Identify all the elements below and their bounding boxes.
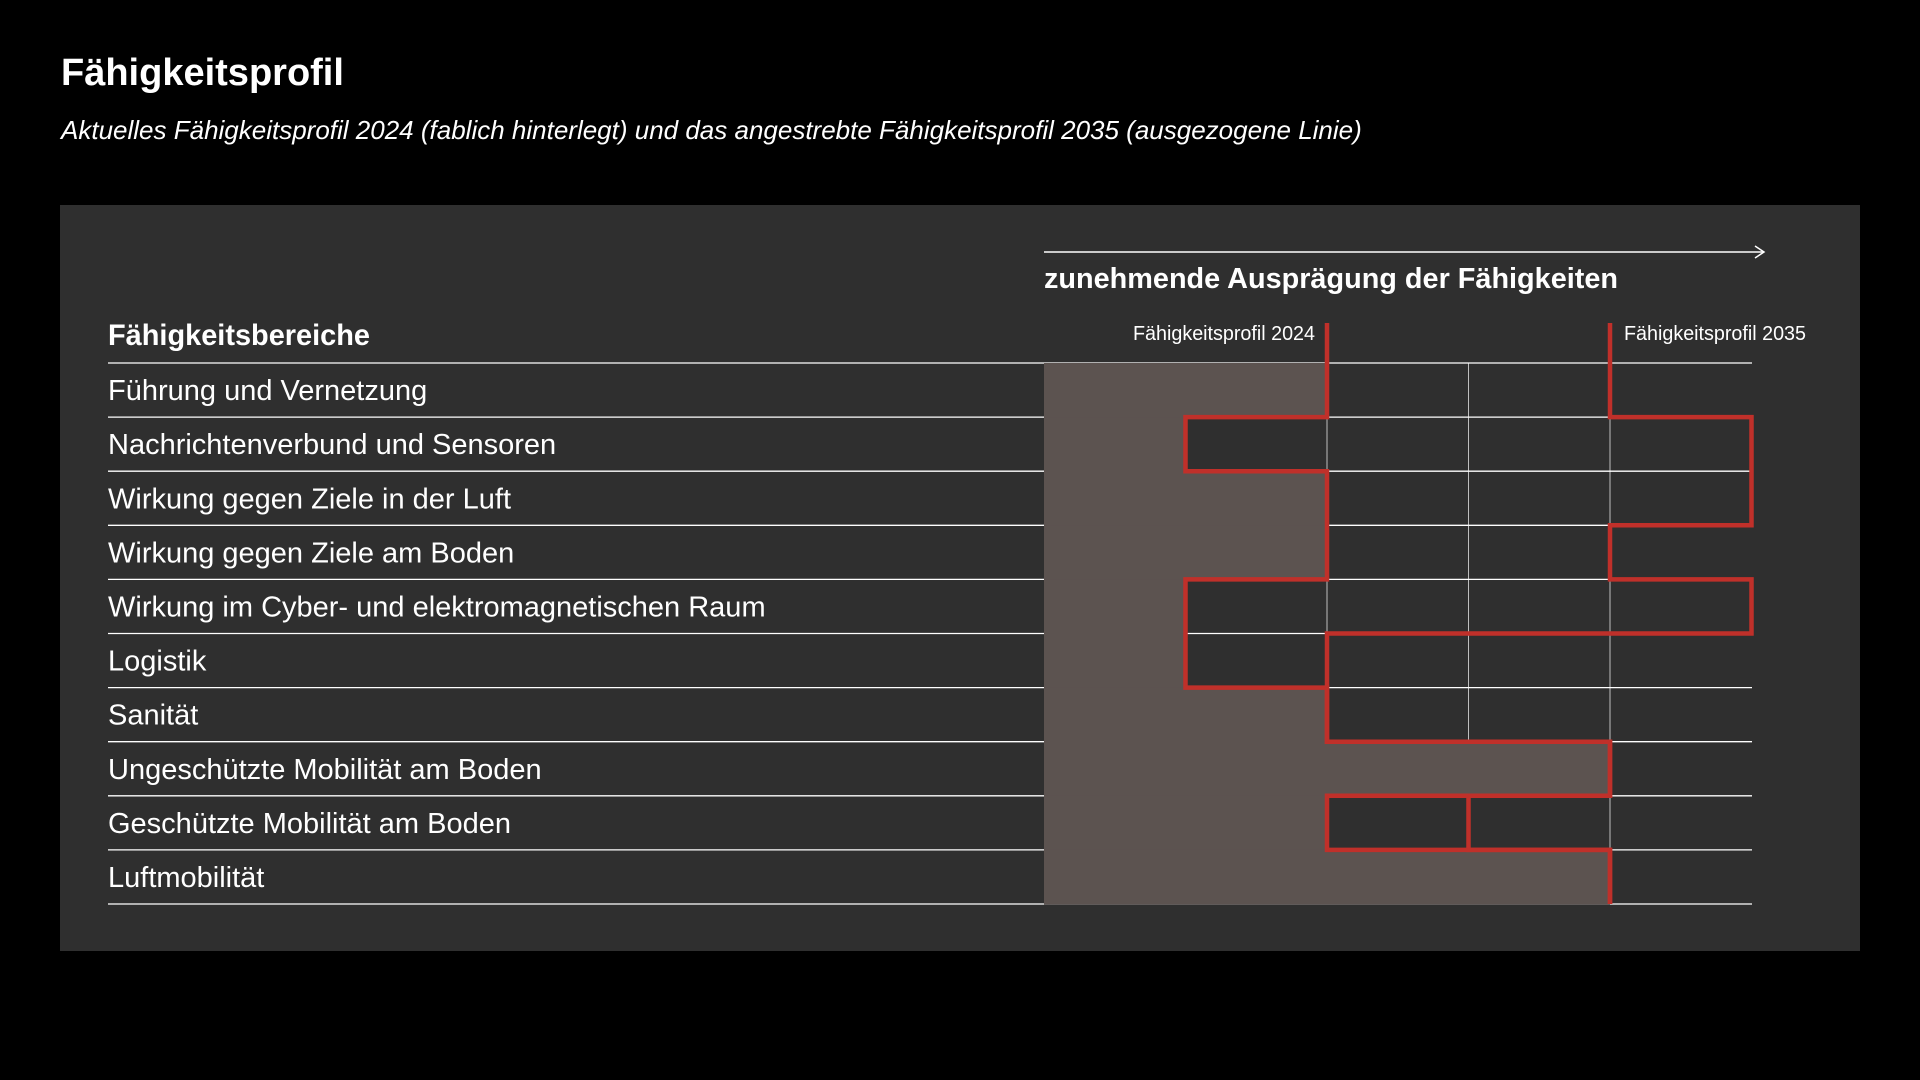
category-label: Führung und Vernetzung	[108, 375, 428, 408]
profile-2024-bar	[1044, 688, 1327, 743]
category-label: Logistik	[108, 645, 207, 678]
category-label: Sanität	[108, 699, 199, 732]
category-label: Wirkung gegen Ziele am Boden	[108, 537, 515, 570]
profile-2024-bar	[1044, 579, 1186, 634]
profile-2024-bar	[1044, 634, 1186, 689]
direction-label: zunehmende Ausprägung der Fähigkeiten	[1044, 263, 1618, 295]
profile-2024-bar	[1044, 796, 1327, 851]
series-label-2035: Fähigkeitsprofil 2035	[1624, 323, 1806, 345]
profile-2024-bar	[1044, 850, 1610, 905]
profile-2024-bar	[1044, 471, 1327, 526]
profile-2035-line	[1327, 323, 1752, 904]
page-subtitle: Aktuelles Fähigkeitsprofil 2024 (fablich hinterlegt) und das angestrebte Fähigkeitsprofil 2035 (ausgezogene Linie)	[61, 115, 1362, 145]
category-label: Geschützte Mobilität am Boden	[108, 807, 511, 840]
profile-2024-bar	[1044, 525, 1327, 580]
profile-2024-bar	[1044, 363, 1327, 418]
category-header: Fähigkeitsbereiche	[108, 319, 370, 352]
category-label: Luftmobilität	[108, 861, 265, 894]
profile-2024-bar	[1044, 742, 1610, 797]
profile-2024-bar	[1044, 417, 1186, 472]
category-label: Wirkung im Cyber- und elektromagnetischen Raum	[108, 591, 766, 624]
page-title: Fähigkeitsprofil	[61, 52, 344, 94]
series-label-2024: Fähigkeitsprofil 2024	[1133, 323, 1315, 345]
category-label: Nachrichtenverbund und Sensoren	[108, 429, 557, 462]
category-label: Wirkung gegen Ziele in der Luft	[108, 483, 511, 516]
category-label: Ungeschützte Mobilität am Boden	[108, 753, 542, 786]
